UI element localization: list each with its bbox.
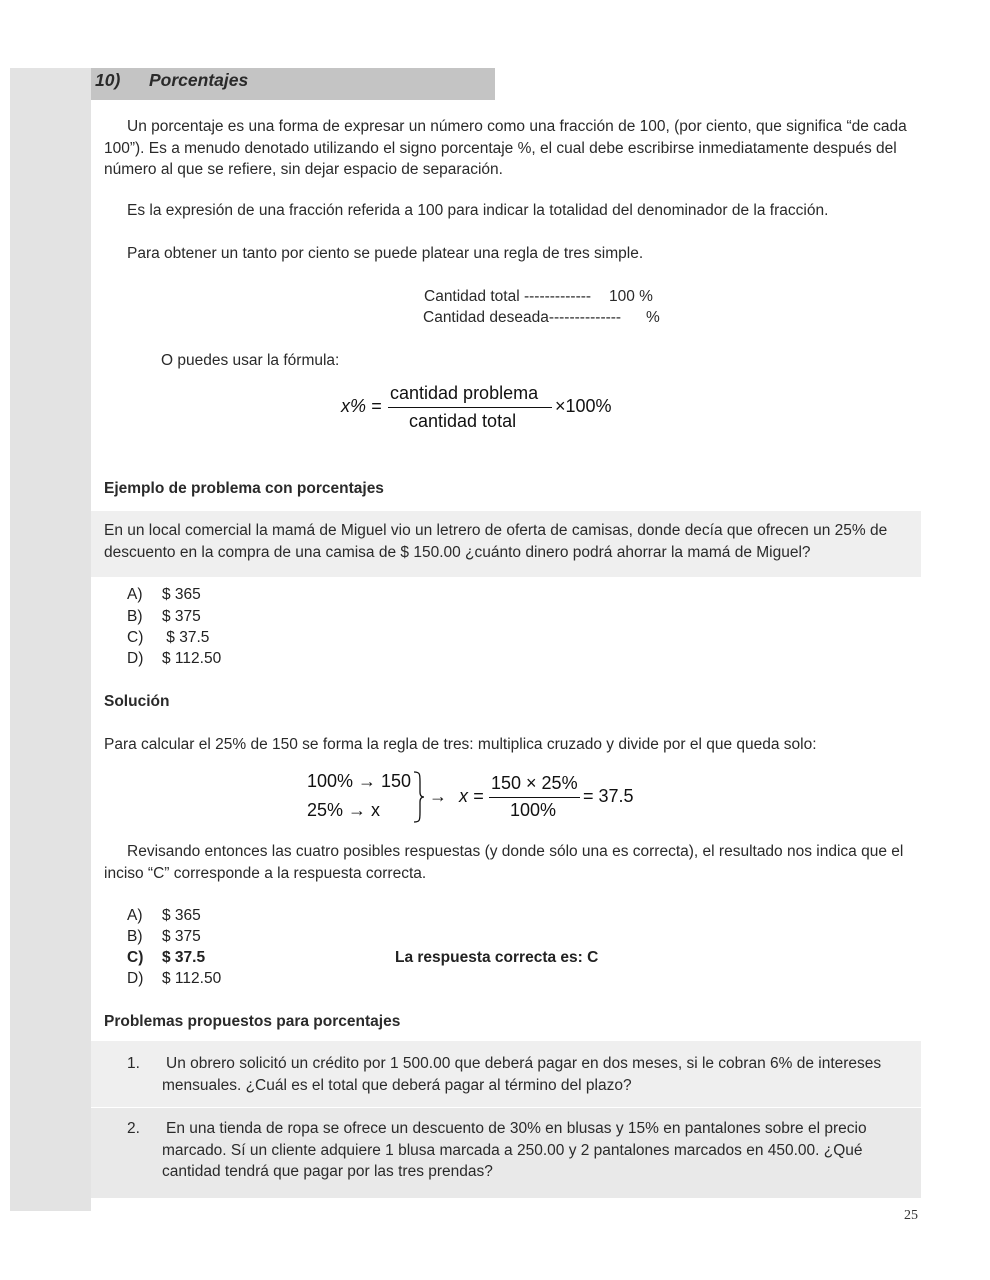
intro-paragraph-2: Es la expresión de una fracción referida a 100 para indicar la totalidad del denominador de la fracción.: [127, 202, 829, 219]
solution-option-value: $ 375: [162, 928, 201, 945]
solution-option-letter: A): [127, 907, 143, 924]
solution-review-text: Revisando entonces las cuatro posibles respuestas (y donde sólo una es correcta), el resultado nos indica que el inciso “C” corresponde a la respuesta correcta.: [104, 843, 904, 882]
solution-math-result: = 37.5: [583, 786, 634, 806]
formula-denominator: cantidad total: [409, 411, 517, 431]
rule-line-1-value: 100 %: [609, 288, 653, 305]
correct-answer-label: La respuesta correcta es: C: [395, 949, 599, 966]
left-margin-band: [10, 68, 91, 1211]
solution-math-x-eq: x =: [459, 786, 484, 806]
example-option-letter: C): [127, 629, 144, 646]
example-heading: Ejemplo de problema con porcentajes: [104, 480, 384, 497]
solution-option-value: $ 112.50: [162, 970, 222, 987]
rule-line-1-label: Cantidad total -------------: [424, 288, 592, 305]
right-brace-icon: [412, 770, 426, 824]
solution-heading: Solución: [104, 693, 170, 710]
solution-math-row-2: 25% → x: [307, 800, 381, 820]
example-option-letter: D): [127, 650, 144, 667]
solution-option-letter: D): [127, 970, 144, 987]
proposed-item-text: Un obrero solicitó un crédito por 1 500.00 que deberá pagar en dos meses, si le cobran 6% de intereses mensuales. ¿Cuál es el total que deberá pagar al término del plazo?: [162, 1055, 882, 1094]
rule-line-2-value: %: [646, 309, 660, 326]
solution-option-value-correct: $ 37.5: [162, 949, 206, 966]
proposed-item-number: 1.: [127, 1055, 140, 1072]
intro-paragraph-1: Un porcentaje es una forma de expresar un número como una fracción de 100, (por ciento, que significa “de cada 100”). Es a menudo denotado utilizando el signo porcentaje %, el cual debe escribirse inmediatamente después del número al que se refiere, sin dejar espacio de separación.: [104, 118, 907, 178]
section-title: Porcentajes: [149, 70, 249, 90]
page-number: 25: [904, 1208, 918, 1223]
proposed-item-number: 2.: [127, 1120, 140, 1137]
solution-text: Para calcular el 25% de 150 se forma la regla de tres: multiplica cruzado y divide por el que queda solo:: [104, 736, 817, 753]
intro-paragraph-3: Para obtener un tanto por ciento se puede platear una regla de tres simple.: [127, 245, 644, 262]
formula-lhs: x% =: [341, 396, 382, 416]
example-option-value: $ 37.5: [162, 629, 210, 646]
solution-math-numerator: 150 × 25%: [491, 773, 578, 793]
solution-math-denominator: 100%: [510, 800, 557, 820]
formula-intro: O puedes usar la fórmula:: [161, 352, 340, 369]
solution-option-letter-correct: C): [127, 949, 144, 966]
formula-fraction-bar: [388, 407, 552, 408]
example-option-value: $ 375: [162, 608, 201, 625]
solution-math-row-1: 100% → 150: [307, 771, 412, 791]
example-option-value: $ 112.50: [162, 650, 222, 667]
example-option-letter: A): [127, 586, 143, 603]
proposed-heading: Problemas propuestos para porcentajes: [104, 1013, 401, 1030]
solution-option-letter: B): [127, 928, 143, 945]
example-problem-text: En un local comercial la mamá de Miguel vio un letrero de oferta de camisas, donde decía que ofrecen un 25% de descuento en la compra de una camisa de $ 150.00 ¿cuánto dinero podrá ahorrar la mamá de Miguel?: [104, 522, 888, 561]
formula-numerator: cantidad problema: [390, 383, 539, 403]
proposed-item-text: En una tienda de ropa se ofrece un descuento de 30% en blusas y 15% en pantalones sobre el precio marcado. Sí un cliente adquiere 1 blusa marcada a 250.00 y 2 pantalones marcados en 450.00. ¿Qué cantidad tendrá que pagar por las tres prendas?: [162, 1120, 867, 1180]
solution-option-value: $ 365: [162, 907, 201, 924]
section-number: 10): [95, 70, 121, 90]
solution-math-fraction-bar: [489, 797, 580, 798]
solution-math-arrow: →: [429, 786, 447, 806]
rule-line-2-label: Cantidad deseada--------------: [423, 309, 622, 326]
example-option-letter: B): [127, 608, 143, 625]
formula-rhs: ×100%: [555, 396, 612, 416]
example-option-value: $ 365: [162, 586, 201, 603]
